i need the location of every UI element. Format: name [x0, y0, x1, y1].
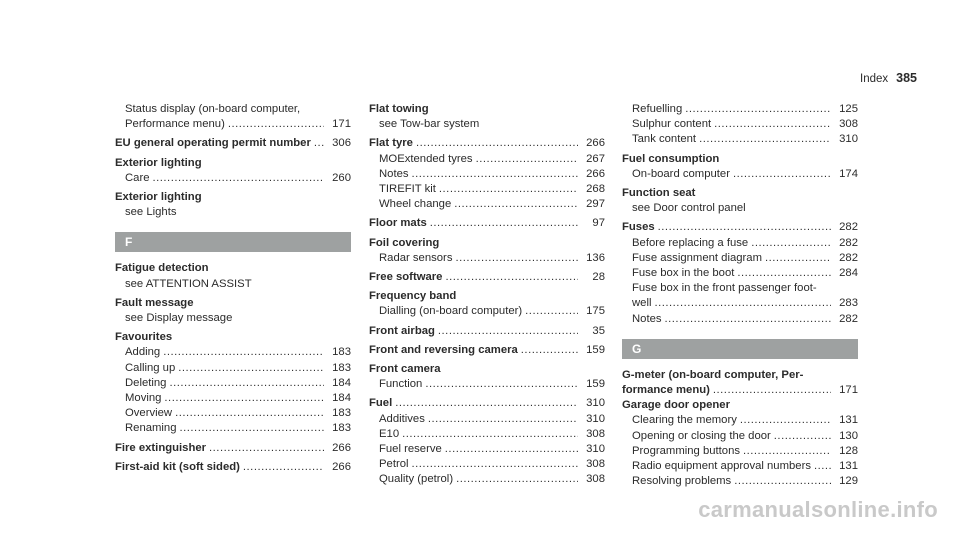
index-entry: [369, 182, 605, 197]
index-reference: see Tow-bar system: [379, 118, 480, 131]
index-row: [115, 421, 351, 436]
index-subentry: Petrol: [379, 458, 409, 471]
index-heading-line: formance menu): [622, 384, 710, 397]
index-entry: [622, 132, 858, 147]
index-row: [369, 442, 605, 457]
index-entry: [622, 152, 858, 167]
dot-leader: [476, 152, 578, 167]
index-row: [622, 266, 858, 281]
index-column-2: [369, 102, 605, 488]
page-ref: 310: [586, 412, 605, 425]
dot-leader: [737, 266, 831, 281]
dot-leader: [699, 132, 831, 147]
index-entry: [622, 251, 858, 266]
index-heading: Flat towing: [369, 103, 429, 115]
index-reference: see Display message: [125, 312, 233, 325]
index-row: [622, 220, 858, 235]
dot-leader: [455, 251, 578, 266]
page-header: [860, 71, 917, 85]
index-entry: [369, 442, 605, 457]
page-ref: 282: [839, 251, 858, 264]
index-heading: Fuel consumption: [622, 152, 720, 165]
page-ref: 175: [586, 305, 605, 318]
page-ref: 266: [332, 441, 351, 454]
index-subentry: Resolving problems: [632, 475, 732, 488]
dot-leader: [402, 427, 578, 442]
index-entry: [115, 261, 351, 276]
index-entry: [369, 343, 605, 358]
index-entry: [369, 251, 605, 266]
index-subentry: Notes: [632, 312, 662, 325]
page-ref: 174: [839, 167, 858, 180]
index-heading: Front and reversing camera: [369, 343, 518, 356]
index-entry: [369, 457, 605, 472]
index-row: [622, 102, 858, 117]
index-subentry: Dialling (on-board computer): [379, 305, 523, 318]
index-entry: [115, 391, 351, 406]
index-heading-line: G-meter (on-board computer, Per-: [622, 368, 804, 381]
dot-leader: [765, 251, 831, 266]
dot-leader: [425, 377, 578, 392]
section-bar-g: G: [622, 339, 858, 359]
index-subentry: Calling up: [125, 361, 176, 374]
dot-leader: [740, 413, 831, 428]
index-row: [115, 391, 351, 406]
page-ref: 282: [839, 312, 858, 325]
dot-leader: [456, 472, 578, 487]
index-entry: [369, 289, 605, 304]
col3-bottom: [622, 368, 858, 490]
index-row: [369, 427, 605, 442]
index-row: [369, 377, 605, 392]
index-subentry: Deleting: [125, 376, 167, 389]
index-row: [369, 182, 605, 197]
index-heading: First-aid kit (soft sided): [115, 460, 240, 473]
index-heading: Garage door opener: [622, 399, 730, 412]
index-subentry: Care: [125, 171, 150, 184]
dot-leader: [428, 412, 578, 427]
index-subentry: Opening or closing the door: [632, 429, 771, 442]
index-subentry: Sulphur content: [632, 118, 712, 131]
dot-leader: [209, 441, 324, 456]
index-subentry: Adding: [125, 346, 161, 359]
index-subentry-line: Performance menu): [125, 118, 225, 131]
col1-bottom: [115, 261, 351, 475]
index-heading: Exterior lighting: [115, 156, 202, 169]
index-entry: [369, 304, 605, 319]
index-heading: Function seat: [622, 187, 696, 200]
dot-leader: [439, 182, 578, 197]
dot-leader: [243, 460, 324, 475]
index-entry: [622, 444, 858, 459]
index-entry: [115, 311, 351, 326]
index-column-3: [622, 102, 858, 489]
dot-leader: [314, 136, 324, 151]
page-ref: 266: [586, 137, 605, 150]
index-subentry: Programming buttons: [632, 444, 740, 457]
index-heading: Fault message: [115, 296, 194, 309]
index-row: [622, 312, 858, 327]
index-heading: Floor mats: [369, 217, 427, 230]
col3-top: [622, 102, 858, 327]
page-ref: 183: [332, 422, 351, 435]
col2-entries: [369, 102, 605, 488]
col1-top: [115, 102, 351, 220]
index-row: [369, 324, 605, 339]
index-entry: [115, 296, 351, 311]
page-ref: 171: [839, 384, 858, 397]
index-heading: Front airbag: [369, 324, 435, 337]
dot-leader: [654, 296, 831, 311]
page-ref: 125: [839, 103, 858, 115]
index-entry: [369, 324, 605, 339]
page-ref: 266: [332, 460, 351, 473]
index-entry: [115, 205, 351, 220]
index-entry: [622, 368, 858, 398]
index-entry: [115, 460, 351, 475]
index-entry: [622, 102, 858, 117]
index-entry: [369, 136, 605, 151]
page-ref: 183: [332, 346, 351, 359]
index-subentry: Tank content: [632, 133, 697, 146]
dot-leader: [814, 459, 831, 474]
dot-leader: [395, 396, 578, 411]
dot-leader: [714, 117, 831, 132]
dot-leader: [178, 361, 324, 376]
index-subentry-line: Fuse box in the front passenger foot-: [632, 282, 817, 295]
index-entry: [115, 421, 351, 436]
page-ref: 308: [839, 118, 858, 131]
index-row: [115, 171, 351, 186]
index-entry: [369, 117, 605, 132]
index-entry: [369, 102, 605, 117]
index-row: [369, 136, 605, 151]
index-entry: [115, 330, 351, 345]
header-section: Index: [860, 73, 889, 85]
index-entry: [622, 266, 858, 281]
index-subentry: Fuse assignment diagram: [632, 251, 762, 264]
page-ref: 35: [592, 324, 605, 337]
page-ref: 130: [839, 429, 858, 442]
index-entry: [369, 412, 605, 427]
index-row: [622, 429, 858, 444]
index-entry: [369, 377, 605, 392]
dot-leader: [521, 343, 578, 358]
index-subentry: Moving: [125, 392, 162, 405]
dot-leader: [713, 383, 831, 398]
page-ref: 131: [839, 414, 858, 427]
page-ref: 183: [332, 361, 351, 374]
index-entry: [369, 362, 605, 377]
index-entry: [622, 459, 858, 474]
dot-leader: [743, 444, 831, 459]
index-subentry: E10: [379, 427, 400, 440]
index-heading: EU general operating permit number: [115, 137, 311, 150]
page-ref: 131: [839, 460, 858, 473]
index-subentry: Renaming: [125, 422, 177, 435]
section-bar-f: F: [115, 232, 351, 252]
page-ref: 129: [839, 475, 858, 488]
index-entry: [622, 236, 858, 251]
index-row: [369, 304, 605, 319]
page-ref: 159: [586, 343, 605, 356]
index-row: [369, 343, 605, 358]
index-heading: Foil covering: [369, 236, 440, 249]
index-subentry: Additives: [379, 412, 425, 425]
page-ref: 297: [586, 198, 605, 211]
page-ref: 310: [839, 133, 858, 146]
dot-leader: [751, 236, 831, 251]
index-row: [115, 376, 351, 391]
index-row: [622, 383, 858, 398]
index-row: [622, 459, 858, 474]
index-row: [622, 251, 858, 266]
index-reference: see ATTENTION ASSIST: [125, 277, 252, 290]
index-heading: Fuses: [622, 221, 655, 234]
page-ref: 308: [586, 458, 605, 471]
dot-leader: [412, 167, 578, 182]
dot-leader: [163, 345, 324, 360]
index-entry: [622, 220, 858, 235]
index-heading: Front camera: [369, 363, 441, 376]
index-subentry: Radio equipment approval numbers: [632, 460, 811, 473]
index-subentry: Refuelling: [632, 103, 683, 115]
dot-leader: [228, 117, 324, 132]
index-row: [369, 472, 605, 487]
index-row: [369, 167, 605, 182]
index-subentry: Before replacing a fuse: [632, 236, 749, 249]
index-row: [115, 345, 351, 360]
dot-leader: [175, 406, 324, 421]
dot-leader: [665, 312, 831, 327]
dot-leader: [438, 324, 578, 339]
page-ref: 266: [586, 167, 605, 180]
index-entry: [622, 281, 858, 311]
watermark: carmanualsonline.info: [698, 497, 938, 522]
dot-leader: [164, 391, 324, 406]
index-entry: [369, 216, 605, 231]
index-row: [369, 197, 605, 212]
dot-leader: [153, 171, 325, 186]
index-entry: [115, 406, 351, 421]
index-entry: [369, 167, 605, 182]
index-row: [115, 460, 351, 475]
page-ref: 97: [592, 217, 605, 230]
index-row: [622, 444, 858, 459]
index-subentry: Overview: [125, 407, 173, 420]
index-heading: Fire extinguisher: [115, 441, 207, 454]
index-entry: [622, 201, 858, 216]
index-entry: [622, 398, 858, 413]
index-row: [369, 396, 605, 411]
index-row: [622, 236, 858, 251]
index-entry: [369, 427, 605, 442]
page-ref: 128: [839, 444, 858, 457]
index-subentry: Wheel change: [379, 198, 452, 211]
index-entry: [115, 376, 351, 391]
page-ref: 282: [839, 236, 858, 249]
index-entry: [115, 441, 351, 456]
index-subentry: Fuel reserve: [379, 443, 442, 456]
dot-leader: [734, 474, 831, 489]
page-ref: 283: [839, 297, 858, 310]
dot-leader: [180, 421, 325, 436]
page-ref: 136: [586, 251, 605, 264]
index-row: [369, 457, 605, 472]
index-heading: Free software: [369, 271, 443, 284]
index-heading: Fuel: [369, 397, 393, 410]
index-entry: [115, 361, 351, 376]
page-ref: 260: [332, 171, 351, 184]
index-entry: [369, 236, 605, 251]
index-entry: [115, 102, 351, 132]
dot-leader: [454, 197, 578, 212]
index-row: [369, 251, 605, 266]
index-entry: [369, 270, 605, 285]
page-ref: 183: [332, 407, 351, 420]
page-ref: 310: [586, 397, 605, 410]
page-ref: 184: [332, 376, 351, 389]
index-subentry: TIREFIT kit: [379, 183, 436, 196]
index-subentry: Clearing the memory: [632, 414, 737, 427]
dot-leader: [430, 216, 578, 231]
page-ref: 306: [332, 137, 351, 150]
index-subentry-line: well: [632, 297, 652, 310]
index-subentry: Fuse box in the boot: [632, 267, 735, 280]
index-entry: [369, 197, 605, 212]
index-entry: [622, 167, 858, 182]
index-entry: [369, 396, 605, 411]
index-row: [622, 117, 858, 132]
index-entry: [115, 345, 351, 360]
index-subentry: Radar sensors: [379, 251, 453, 264]
index-row: [369, 270, 605, 285]
dot-leader: [658, 220, 831, 235]
page-ref: 308: [586, 473, 605, 486]
dot-leader: [412, 457, 578, 472]
index-subentry: Notes: [379, 167, 409, 180]
index-entry: [622, 474, 858, 489]
index-entry: [115, 136, 351, 151]
index-row: [622, 474, 858, 489]
index-heading: Frequency band: [369, 290, 457, 303]
index-reference: see Lights: [125, 206, 177, 219]
index-heading: Flat tyre: [369, 137, 413, 150]
page-ref: 184: [332, 392, 351, 405]
dot-leader: [733, 167, 831, 182]
index-entry: [369, 472, 605, 487]
index-subentry-line: Status display (on-board computer,: [125, 103, 301, 115]
index-heading: Favourites: [115, 331, 173, 344]
index-row: [622, 167, 858, 182]
index-row: [115, 117, 351, 132]
index-row: [622, 296, 858, 311]
index-subentry: MOExtended tyres: [379, 152, 473, 165]
page-ref: 267: [586, 152, 605, 165]
page-ref: 308: [586, 427, 605, 440]
index-row: [115, 406, 351, 421]
index-row: [369, 216, 605, 231]
page-ref: 282: [839, 221, 858, 234]
index-row: [369, 152, 605, 167]
page-number: 385: [896, 71, 917, 85]
page-ref: 171: [332, 118, 351, 131]
index-entry: [622, 117, 858, 132]
dot-leader: [685, 102, 831, 117]
index-reference: see Door control panel: [632, 202, 746, 215]
index-row: [115, 361, 351, 376]
index-row: [115, 136, 351, 151]
page-ref: 310: [586, 443, 605, 456]
index-row: [369, 412, 605, 427]
page-ref: 268: [586, 183, 605, 196]
dot-leader: [169, 376, 324, 391]
index-entry: [622, 186, 858, 201]
dot-leader: [525, 304, 578, 319]
index-entry: [622, 413, 858, 428]
index-entry: [115, 190, 351, 205]
index-entry: [115, 277, 351, 292]
index-entry: [115, 171, 351, 186]
index-row: [115, 441, 351, 456]
index-entry: [622, 312, 858, 327]
dot-leader: [416, 136, 578, 151]
page-ref: 284: [839, 267, 858, 280]
dot-leader: [445, 270, 578, 285]
dot-leader: [774, 429, 831, 444]
dot-leader: [445, 442, 578, 457]
index-entry: [115, 156, 351, 171]
index-entry: [369, 152, 605, 167]
index-row: [622, 132, 858, 147]
index-entry: [622, 429, 858, 444]
index-heading: Exterior lighting: [115, 191, 202, 204]
index-heading: Fatigue detection: [115, 262, 209, 275]
page-ref: 28: [592, 271, 605, 284]
index-column-1: [115, 102, 351, 475]
index-subentry: On-board computer: [632, 167, 730, 180]
index-row: [622, 413, 858, 428]
index-subentry: Quality (petrol): [379, 473, 454, 486]
index-subentry: Function: [379, 378, 423, 391]
page-ref: 159: [586, 378, 605, 391]
